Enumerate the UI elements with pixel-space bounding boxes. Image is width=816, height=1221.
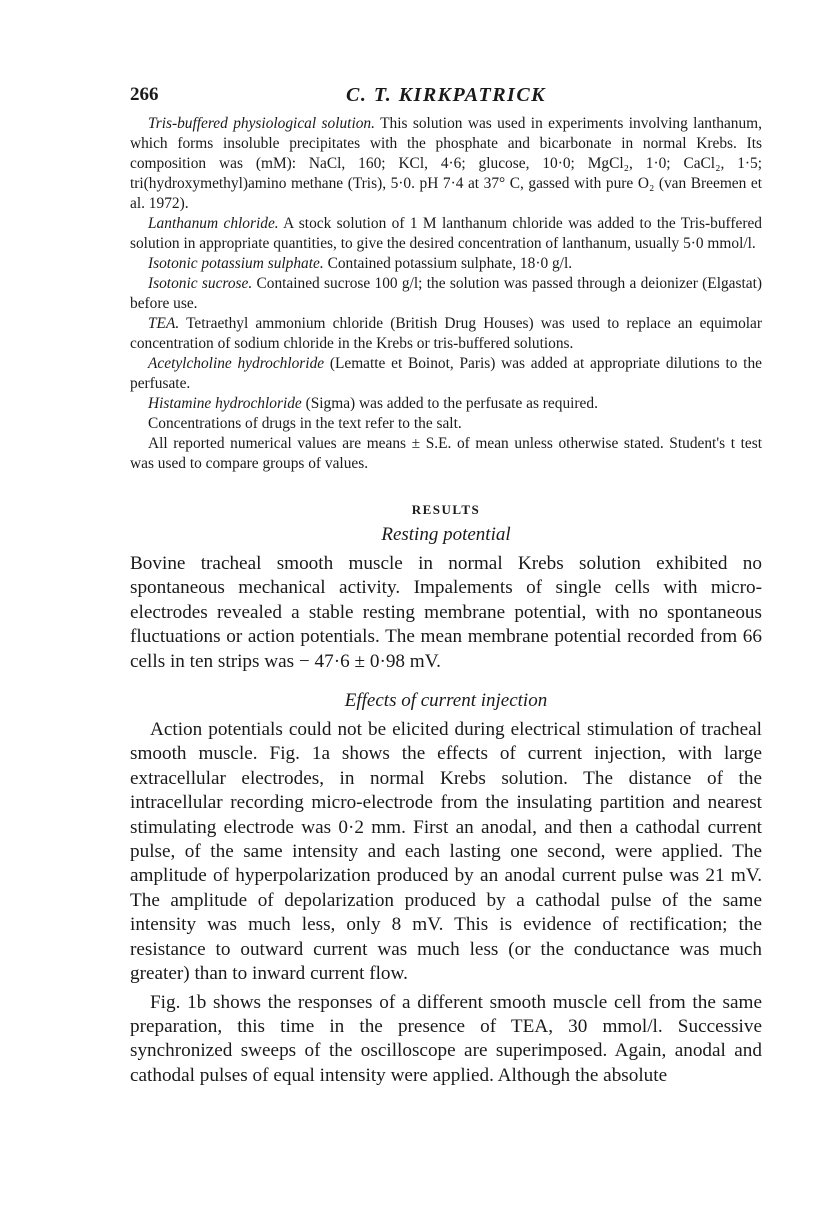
methods-paragraph	[130, 434, 762, 474]
methods-text: (Sigma) was added to the perfusate as required.	[301, 395, 598, 412]
methods-section	[130, 114, 762, 474]
methods-term: Lanthanum chloride.	[148, 215, 279, 232]
methods-term: Histamine hydrochloride	[148, 395, 302, 412]
methods-term: Isotonic potassium sulphate.	[148, 255, 324, 272]
resting-potential-subheading: Resting potential	[381, 524, 511, 545]
methods-text: (Lematte et Boinot, Paris) was added at appropriate dilutions to the perfusate.	[130, 355, 762, 392]
methods-term: Isotonic sucrose.	[148, 275, 253, 292]
methods-text: A stock solution of 1 M lanthanum chloride was added to the Tris-buffered solution in appropriate quantities, to give the desired concentration of lanthanum, usually 5·0 mmol/l.	[130, 215, 763, 252]
current-injection-subheading: Effects of current injection	[344, 690, 548, 712]
methods-paragraph	[130, 414, 762, 434]
current-injection-paragraph-2: Fig. 1b shows the responses of a different smooth muscle cell from the same preparation, this time in the presence of TEA, 30 mmol/l. Successive synchronized sweeps of the oscilloscope are superimposed. Again, anodal and cathodal pulses of equal intensity were applied. Although the absolute	[130, 991, 762, 1086]
page-header	[130, 84, 762, 114]
methods-term: TEA.	[148, 315, 180, 332]
methods-paragraph	[130, 114, 762, 214]
current-injection-body	[130, 718, 762, 1088]
methods-term: Acetylcholine hydrochloride	[148, 355, 325, 372]
methods-paragraph	[130, 354, 762, 394]
methods-text: Contained potassium sulphate, 18·0 g/l.	[323, 255, 573, 272]
methods-paragraph	[130, 214, 762, 254]
methods-text: Concentrations of drugs in the text refer to the salt.	[148, 415, 462, 432]
methods-paragraph	[130, 274, 762, 314]
page	[130, 84, 762, 1088]
results-heading: RESULTS	[411, 502, 481, 517]
methods-text: All reported numerical values are means ± S.E. of mean unless otherwise stated. Student's t test was used to compare groups of values.	[130, 435, 762, 472]
resting-potential-body	[130, 552, 762, 674]
methods-term: Tris-buffered physiological solution.	[148, 115, 375, 132]
methods-paragraph	[130, 254, 762, 274]
resting-potential-paragraph: Bovine tracheal smooth muscle in normal Krebs solution exhibited no spontaneous mechanical activity. Impalements of single cells with micro-electrodes revealed a stable resting membrane potential, with no spontaneous fluctuations or action potentials. The mean membrane potential recorded from 66 cells in ten strips was − 47·6 ± 0·98 mV.	[130, 553, 762, 672]
methods-paragraph	[130, 314, 762, 354]
methods-text: Tetraethyl ammonium chloride (British Drug Houses) was used to replace an equimolar concentration of sodium chloride in the Krebs or tris-buffered solutions.	[130, 315, 762, 352]
methods-text: This solution was used in experiments involving lanthanum, which forms insoluble precipitates with the phosphate and bicarbonate in normal Krebs. Its composition was (mM): NaCl, 160; KCl, 4·6; glucose, 10·0; MgCl₂, 1·0; CaCl₂, 1·5; tri(hydroxymethyl)amino methane (Tris), 5·0. pH 7·4 at 37° C, gassed with pure O₂ (van Breemen et al. 1972).	[130, 115, 762, 212]
methods-text: Contained sucrose 100 g/l; the solution was passed through a deionizer (Elgastat) before use.	[130, 275, 762, 312]
methods-paragraph	[130, 394, 762, 414]
page-number: 266	[130, 84, 159, 105]
running-head: C. T. KIRKPATRICK	[345, 84, 546, 106]
current-injection-paragraph-1: Action potentials could not be elicited during electrical stimulation of tracheal smooth muscle. Fig. 1a shows the effects of current injection, with large extracellular electrodes, in normal Krebs solution. The distance of the intracellular recording micro-electrode from the insulating partition and nearest stimulating electrode was 0·2 mm. First an anodal, and then a cathodal current pulse, of the same intensity and each lasting one second, were applied. The amplitude of hyperpolarization produced by an anodal current pulse was 21 mV. The amplitude of depolarization produced by a cathodal pulse of the same intensity was much less, only 8 mV. This is evidence of rectification; the resistance to outward current was much less (or the conductance was much greater) than to inward current flow.	[130, 719, 762, 985]
